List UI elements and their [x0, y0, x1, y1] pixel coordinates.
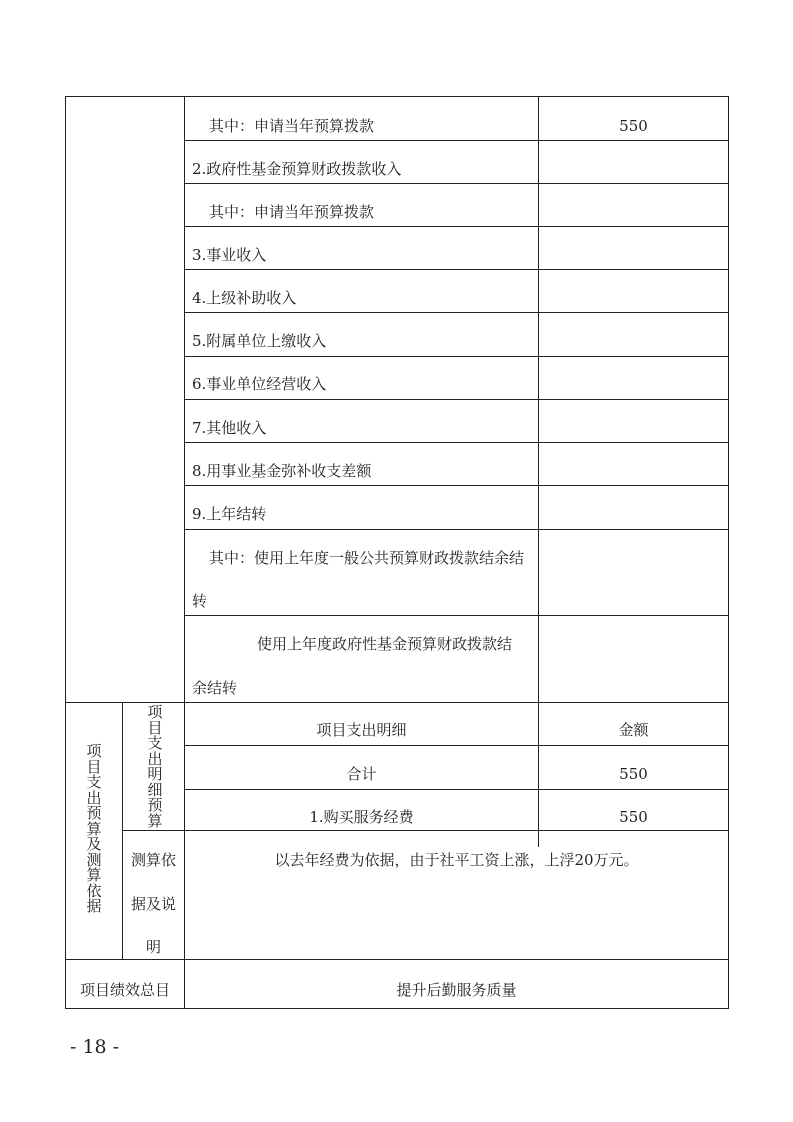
income-row-label: 2.政府性基金预算财政拨款收入	[192, 160, 402, 178]
table-border-right	[728, 96, 729, 1008]
row-divider	[184, 789, 729, 790]
detail-budget-label: 项目支出明细预算	[147, 703, 163, 830]
row-divider	[184, 529, 729, 530]
total-label: 合计	[346, 765, 377, 783]
income-row-label: 6.事业单位经营收入	[192, 375, 327, 393]
income-row-amount: 550	[619, 117, 648, 135]
carryover-row-line1: 其中：使用上年度一般公共预算财政拨款结余结	[209, 549, 525, 567]
table-border-top	[65, 96, 729, 97]
detail-header-amount: 金额	[618, 721, 649, 739]
income-row-label: 其中：申请当年预算拨款	[209, 117, 375, 135]
section-divider	[65, 959, 729, 960]
income-row-label: 7.其他收入	[192, 419, 267, 437]
row-divider	[184, 140, 729, 141]
performance-value: 提升后勤服务质量	[396, 981, 517, 999]
income-row-label: 其中：申请当年预算拨款	[209, 203, 375, 221]
detail-item-label: 1.购买服务经费	[309, 808, 414, 826]
row-divider	[184, 399, 729, 400]
income-row-label: 8.用事业基金弥补收支差额	[192, 462, 372, 480]
table-border-bottom	[65, 1008, 729, 1009]
row-divider	[184, 356, 729, 357]
row-divider	[184, 312, 729, 313]
carryover-row-line2: 转	[192, 592, 208, 610]
row-divider	[184, 183, 729, 184]
section-divider	[65, 702, 729, 703]
row-divider	[122, 830, 729, 831]
income-row-label: 5.附属单位上缴收入	[192, 332, 327, 350]
basis-label-line: 测算依	[130, 851, 176, 869]
basis-text: 以去年经费为依据，由于社平工资上涨，上浮20万元。	[274, 851, 639, 869]
row-divider	[184, 442, 729, 443]
carryover-row-line2: 余结转	[192, 679, 238, 697]
row-divider	[184, 485, 729, 486]
total-amount: 550	[619, 765, 648, 783]
income-row-label: 4.上级补助收入	[192, 289, 297, 307]
detail-item-amount: 550	[619, 808, 648, 826]
page-number: - 18 -	[70, 1036, 120, 1058]
basis-label-line: 明	[145, 938, 161, 956]
column-divider-label	[184, 96, 185, 1008]
income-row-label: 9.上年结转	[192, 505, 267, 523]
table-border-left	[65, 96, 66, 1008]
row-divider	[184, 269, 729, 270]
row-divider	[184, 745, 729, 746]
performance-label: 项目绩效总目	[79, 981, 170, 999]
row-divider	[184, 615, 729, 616]
basis-label-line: 据及说	[130, 895, 176, 913]
budget-section-title: 项目支出预算及测算依据	[86, 742, 102, 915]
carryover-row-line1: 使用上年度政府性基金预算财政拨款结	[257, 635, 513, 653]
row-divider	[184, 226, 729, 227]
income-row-label: 3.事业收入	[192, 246, 267, 264]
detail-header-item: 项目支出明细	[316, 721, 407, 739]
